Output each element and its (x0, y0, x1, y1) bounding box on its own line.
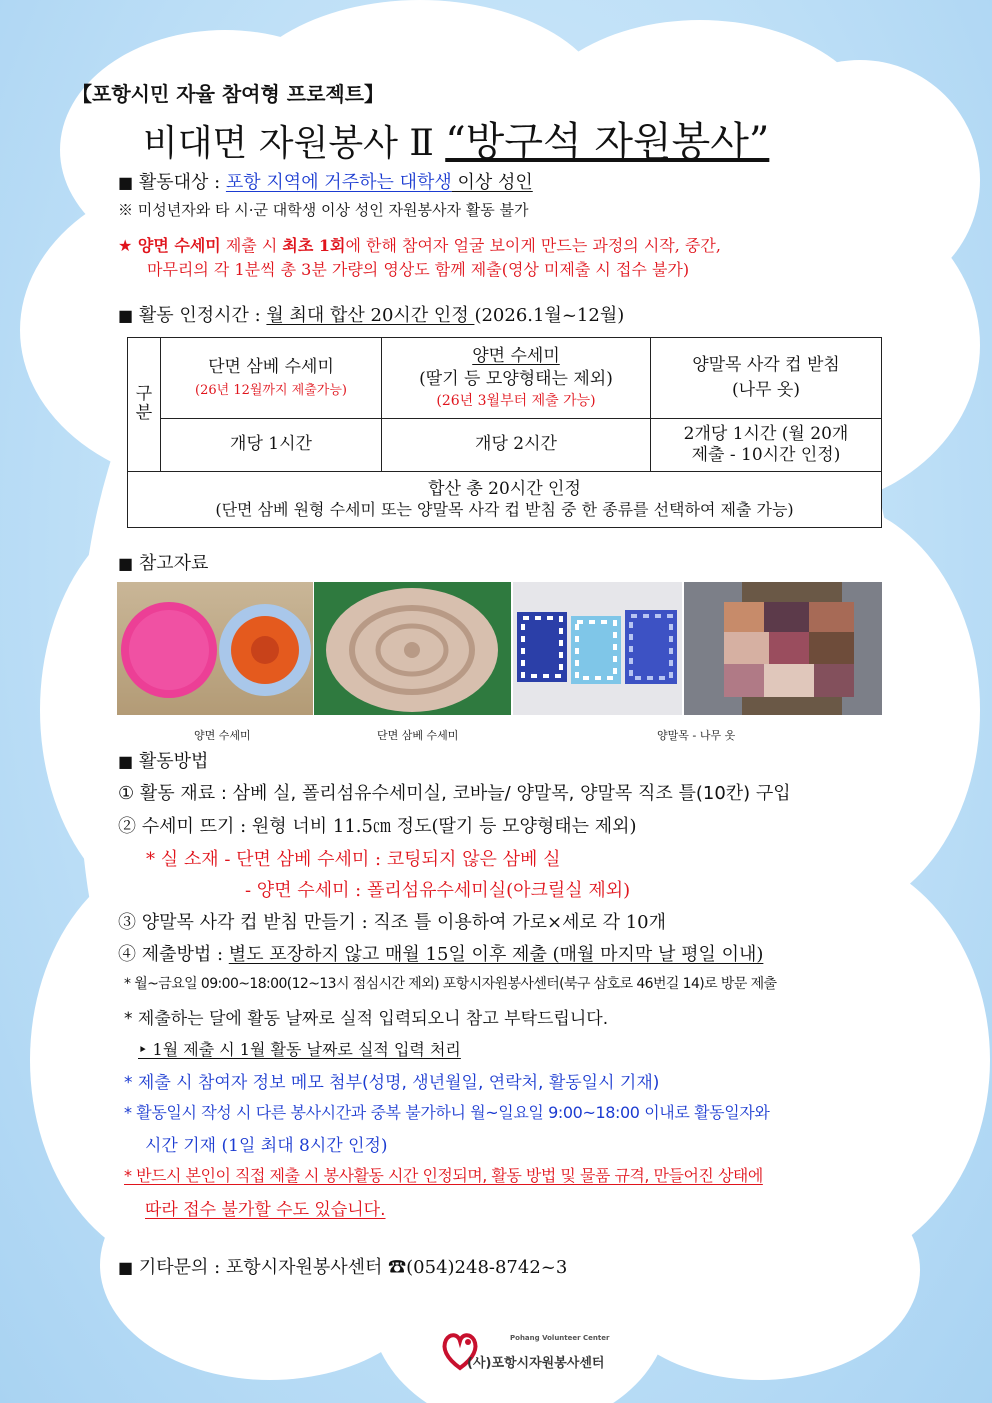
col3-value-1: 2개당 1시간 (월 20개 (683, 423, 849, 444)
warning-line-2: 마무리의 각 1분씩 총 3분 가량의 영상도 함께 제출(영상 미제출 시 접수 불가) (147, 260, 690, 279)
caption-1: 양면 수세미 (194, 729, 251, 742)
photo-double-sided-scrubber (117, 582, 313, 715)
method-note-2: * 제출하는 달에 활동 날짜로 실적 입력되오니 참고 부탁드립니다. (124, 1009, 609, 1029)
method-note-4-line-1: * 활동일시 작성 시 다른 봉사시간과 중복 불가하니 월~일요일 9:00~18:00 이내로 활동일자와 (124, 1103, 770, 1122)
warning-bold-c: 최초 1회 (282, 236, 346, 255)
method-item-1: ① 활동 재료 : 삼베 실, 폴리섬유수세미실, 코바늘/ 양말목, 양말목 직조 틀(10칸) 구입 (118, 783, 791, 804)
title-quoted: “방구석 자원봉사” (445, 119, 770, 165)
target-label: 활동대상 : (138, 172, 226, 193)
project-tag: 【포항시민 자율 참여형 프로젝트】 (72, 82, 385, 106)
col2-value: 개당 2시간 (382, 419, 651, 471)
caption-3: 양말목 - 나무 옷 (657, 729, 736, 742)
references-heading (118, 549, 208, 575)
warning-line-1 (118, 233, 721, 256)
col1-note: (26년 12월까지 제출가능) (195, 382, 347, 398)
photo-hemp-scrubber (314, 582, 511, 715)
row-header-cell (128, 338, 161, 472)
target-note: ※ 미성년자와 타 시·군 대학생 이상 성인 자원봉사자 활동 불가 (118, 201, 529, 219)
hours-table (127, 337, 882, 528)
method-note-1: * 월~금요일 09:00~18:00(12~13시 점심시간 제외) 포항시자원봉사센터(북구 삼호로 46번길 14)로 방문 제출 (124, 976, 777, 992)
section-bullet: ■ (118, 752, 134, 771)
target-line (118, 168, 533, 194)
contact-phone: ☎(054)248-8742~3 (388, 1257, 568, 1278)
tree-sweater-illustration (684, 582, 882, 715)
hemp-illustration (314, 582, 511, 715)
hours-line (118, 301, 624, 327)
contact-label: 기타문의 : 포항시자원봉사센터 (138, 1257, 389, 1278)
method-label: 활동방법 (138, 751, 209, 772)
hours-label: 활동 인정시간 : (138, 305, 267, 326)
star-icon: ★ (118, 236, 133, 255)
method-note-3: * 제출 시 참여자 정보 메모 첨부(성명, 생년월일, 연락처, 활동일시 기재) (124, 1073, 660, 1093)
caption-2: 단면 삼베 수세미 (377, 729, 459, 742)
warning-text-b: 제출 시 (220, 236, 283, 255)
photo-woven-coasters (513, 582, 682, 715)
col2-note: (26년 3월부터 제출 가능) (436, 393, 596, 410)
logo-korean: (사)포항시자원봉사센터 (467, 1356, 605, 1371)
col2-header (382, 338, 651, 419)
section-bullet: ■ (118, 554, 134, 573)
scrubber-illustration (117, 582, 313, 715)
col3-sub: (나무 옷) (732, 380, 800, 401)
logo-english: Pohang Volunteer Center (510, 1334, 610, 1342)
center-logo (440, 1330, 610, 1380)
total-cell (128, 471, 882, 527)
method-item-4-prefix: ④ 제출방법 : (118, 944, 229, 965)
col2-sub: (딸기 등 모양형태는 제외) (419, 368, 613, 389)
col1-header (161, 338, 382, 419)
total-line-1: 합산 총 20시간 인정 (428, 478, 581, 499)
method-note-5-line-1: * 반드시 본인이 직접 제출 시 봉사활동 시간 인정되며, 활동 방법 및 물품 규격, 만들어진 상태에 (124, 1166, 763, 1185)
section-bullet: ■ (118, 173, 134, 192)
total-line-2: (단면 삼베 원형 수세미 또는 양말목 사각 컵 받침 중 한 종류를 선택하여 제출 가능) (215, 499, 794, 519)
contact-line (118, 1253, 567, 1279)
method-heading (118, 747, 208, 773)
col3-value-2: 제출 - 10시간 인정) (691, 445, 841, 466)
section-bullet: ■ (118, 306, 134, 325)
method-item-3: ③ 양말목 사각 컵 받침 만들기 : 직조 틀 이용하여 가로×세로 각 10개 (118, 912, 667, 933)
method-item-2-sub-1: * 실 소재 - 단면 삼베 수세미 : 코팅되지 않은 삼베 실 (146, 849, 561, 870)
col1-title: 단면 삼베 수세미 (208, 357, 334, 378)
hours-period: (2026.1월~12월) (474, 305, 625, 326)
method-item-2-sub-2: - 양면 수세미 : 폴리섬유수세미실(아크릴실 제외) (245, 880, 631, 901)
coaster-illustration (513, 582, 682, 715)
section-bullet: ■ (118, 1258, 134, 1277)
warning-text-d: 에 한해 참여자 얼굴 보이게 만드는 과정의 시작, 중간, (345, 236, 721, 255)
col2-title: 양면 수세미 (472, 345, 560, 366)
col3-value (651, 419, 882, 471)
method-note-5-line-2: 따라 접수 불가할 수도 있습니다. (145, 1200, 386, 1220)
method-item-4-underlined: 별도 포장하지 않고 매월 15일 이후 제출 (매월 마지막 날 평일 이내) (228, 944, 764, 965)
photo-tree-sweater (684, 582, 882, 715)
row-header: 구분 (135, 383, 153, 423)
target-suffix: 이상 성인 (451, 172, 533, 193)
references-label: 참고자료 (138, 553, 209, 574)
target-highlight: 포항 지역에 거주하는 대학생 (225, 172, 452, 193)
method-item-4 (118, 940, 763, 966)
hours-value: 월 최대 합산 20시간 인정 (266, 305, 475, 326)
method-note-2-sub: ‣ 1월 제출 시 1월 활동 날짜로 실적 입력 처리 (138, 1040, 461, 1059)
method-note-4-line-2: 시간 기재 (1일 최대 8시간 인정) (145, 1136, 388, 1156)
col3-header (651, 338, 882, 419)
col1-value: 개당 1시간 (161, 419, 382, 471)
title-prefix: 비대면 자원봉사 Ⅱ (143, 123, 446, 164)
method-item-2: ② 수세미 뜨기 : 원형 너비 11.5㎝ 정도(딸기 등 모양형태는 제외) (118, 816, 637, 837)
col3-title: 양말목 사각 컵 받침 (692, 354, 840, 375)
page-title (143, 110, 769, 167)
warning-bold-a: 양면 수세미 (132, 236, 221, 255)
